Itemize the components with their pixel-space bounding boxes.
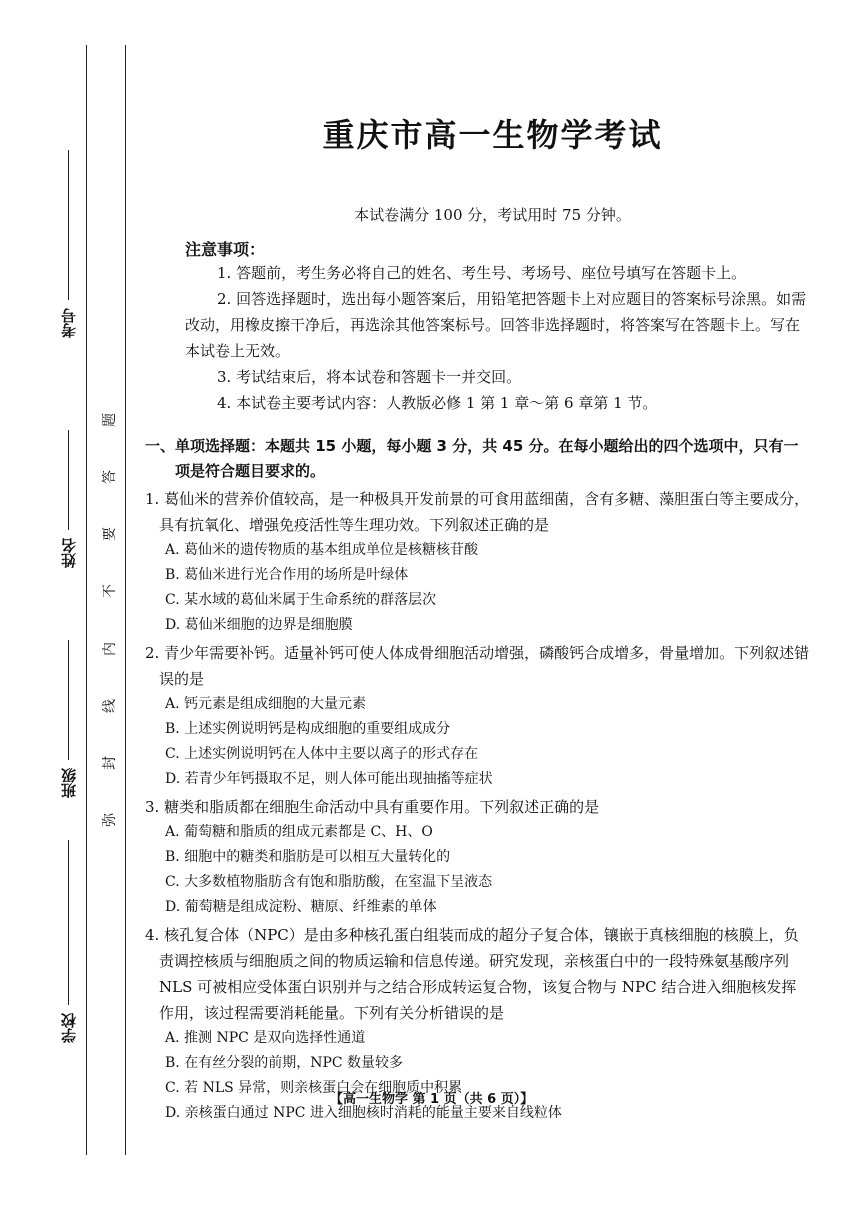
seal-char: 题 (102, 413, 118, 427)
option-c: C. 大多数植物脂肪含有饱和脂肪酸，在室温下呈液态 (165, 874, 493, 890)
seal-char: 线 (102, 698, 118, 713)
question-1 (145, 486, 810, 638)
question-stem: 2. 青少年需要补钙。适量补钙可使人体成骨细胞活动增强，磷酸钙合成增多，骨量增加。下列叙述错误的是 (145, 644, 810, 688)
option-d: D. 葡萄糖是组成淀粉、糖原、纤维素的单体 (165, 899, 437, 915)
binding-line-inner (125, 45, 126, 1155)
option-a: A. 葛仙米的遗传物质的基本组成单位是核糖核苷酸 (165, 542, 479, 558)
notice-item: 2. 回答选择题时，选出每小题答案后，用铅笔把答题卡上对应题目的答案标号涂黑。如需改动，用橡皮擦干净后，再选涂其他答案标号。回答非选择题时，将答案写在答题卡上。写在本试卷上无效。 (185, 290, 807, 360)
field-label: 姓名 (59, 538, 78, 568)
field-underline (68, 640, 69, 760)
option-c: C. 若 NLS 异常，则亲核蛋白会在细胞质中积累 (165, 1080, 463, 1096)
option-b: B. 在有丝分裂的前期，NPC 数量较多 (165, 1055, 404, 1071)
notice-item: 4. 本试卷主要考试内容：人教版必修 1 第 1 章～第 6 章第 1 节。 (217, 394, 658, 412)
field-underline (68, 840, 69, 1005)
binding-margin (0, 0, 130, 1215)
option-c: C. 上述实例说明钙在人体中主要以离子的形式存在 (165, 746, 479, 762)
option-a: A. 钙元素是组成细胞的大量元素 (165, 696, 367, 712)
field-label: 班级 (59, 768, 78, 798)
option-b: B. 上述实例说明钙是构成细胞的重要组成成分 (165, 721, 451, 737)
field-name[interactable] (50, 430, 86, 568)
question-stem: 4. 核孔复合体（NPC）是由多种核孔蛋白组装而成的超分子复合体，镶嵌于真核细胞的核膜上，负责调控核质与细胞质之间的物质运输和信息传递。研究发现，亲核蛋白中的一段特殊氨基酸序列 NLS 可被相应受体蛋白识别并与之结合形成转运复合物，该复合物与 NPC 结合进入细胞核发挥作用，该过程需要消耗能量。下列有关分析错误的是 (145, 926, 799, 1022)
section-heading: 一、单项选择题：本题共 15 小题，每小题 3 分，共 45 分。在每小题给出的四个选项中，只有一项是符合题目要求的。 (145, 437, 799, 480)
seal-char: 封 (102, 755, 118, 770)
field-school[interactable] (50, 840, 86, 1043)
option-d: D. 亲核蛋白通过 NPC 进入细胞核时消耗的能量主要来自线粒体 (165, 1105, 562, 1121)
option-b: B. 细胞中的糖类和脂肪是可以相互大量转化的 (165, 849, 451, 865)
option-d: D. 葛仙米细胞的边界是细胞膜 (165, 617, 353, 633)
exam-content (145, 110, 810, 1126)
option-b: B. 葛仙米进行光合作用的场所是叶绿体 (165, 567, 409, 583)
question-stem: 1. 葛仙米的营养价值较高，是一种极具开发前景的可食用蓝细菌，含有多糖、藻胆蛋白等主要成分，具有抗氧化、增强免疫活性等生理功效。下列叙述正确的是 (145, 490, 810, 534)
field-underline (68, 150, 69, 300)
notice-item: 3. 考试结束后，将本试卷和答题卡一并交回。 (217, 368, 522, 386)
field-exam-number[interactable] (50, 150, 86, 338)
seal-char: 内 (102, 641, 118, 656)
field-underline (68, 430, 69, 530)
question-stem: 3. 糖类和脂质都在细胞生命活动中具有重要作用。下列叙述正确的是 (145, 798, 600, 816)
field-label: 学校 (59, 1013, 78, 1043)
option-a: A. 葡萄糖和脂质的组成元素都是 C、H、O (165, 824, 433, 840)
binding-line-outer (86, 45, 87, 1155)
seal-char: 要 (102, 527, 118, 542)
question-2 (145, 640, 810, 792)
field-class[interactable] (50, 640, 86, 798)
notice-item: 1. 答题前，考生务必将自己的姓名、考生号、考场号、座位号填写在答题卡上。 (217, 264, 747, 282)
option-c: C. 某水域的葛仙米属于生命系统的群落层次 (165, 592, 437, 608)
notice-title: 注意事项： (185, 240, 266, 259)
field-label: 考号 (59, 308, 78, 338)
exam-meta: 本试卷满分 100 分，考试用时 75 分钟。 (354, 206, 631, 224)
seal-char: 不 (102, 584, 118, 599)
option-a: A. 推测 NPC 是双向选择性通道 (165, 1030, 366, 1046)
exam-title: 重庆市高一生物学考试 (322, 116, 663, 154)
option-d: D. 若青少年钙摄取不足，则人体可能出现抽搐等症状 (165, 771, 493, 787)
seal-char: 弥 (102, 812, 118, 827)
question-3 (145, 794, 810, 920)
seal-char: 答 (102, 470, 118, 485)
seal-notice (97, 410, 121, 830)
page-footer: 【高一生物学 第 1 页（共 6 页）】 (330, 1092, 534, 1107)
